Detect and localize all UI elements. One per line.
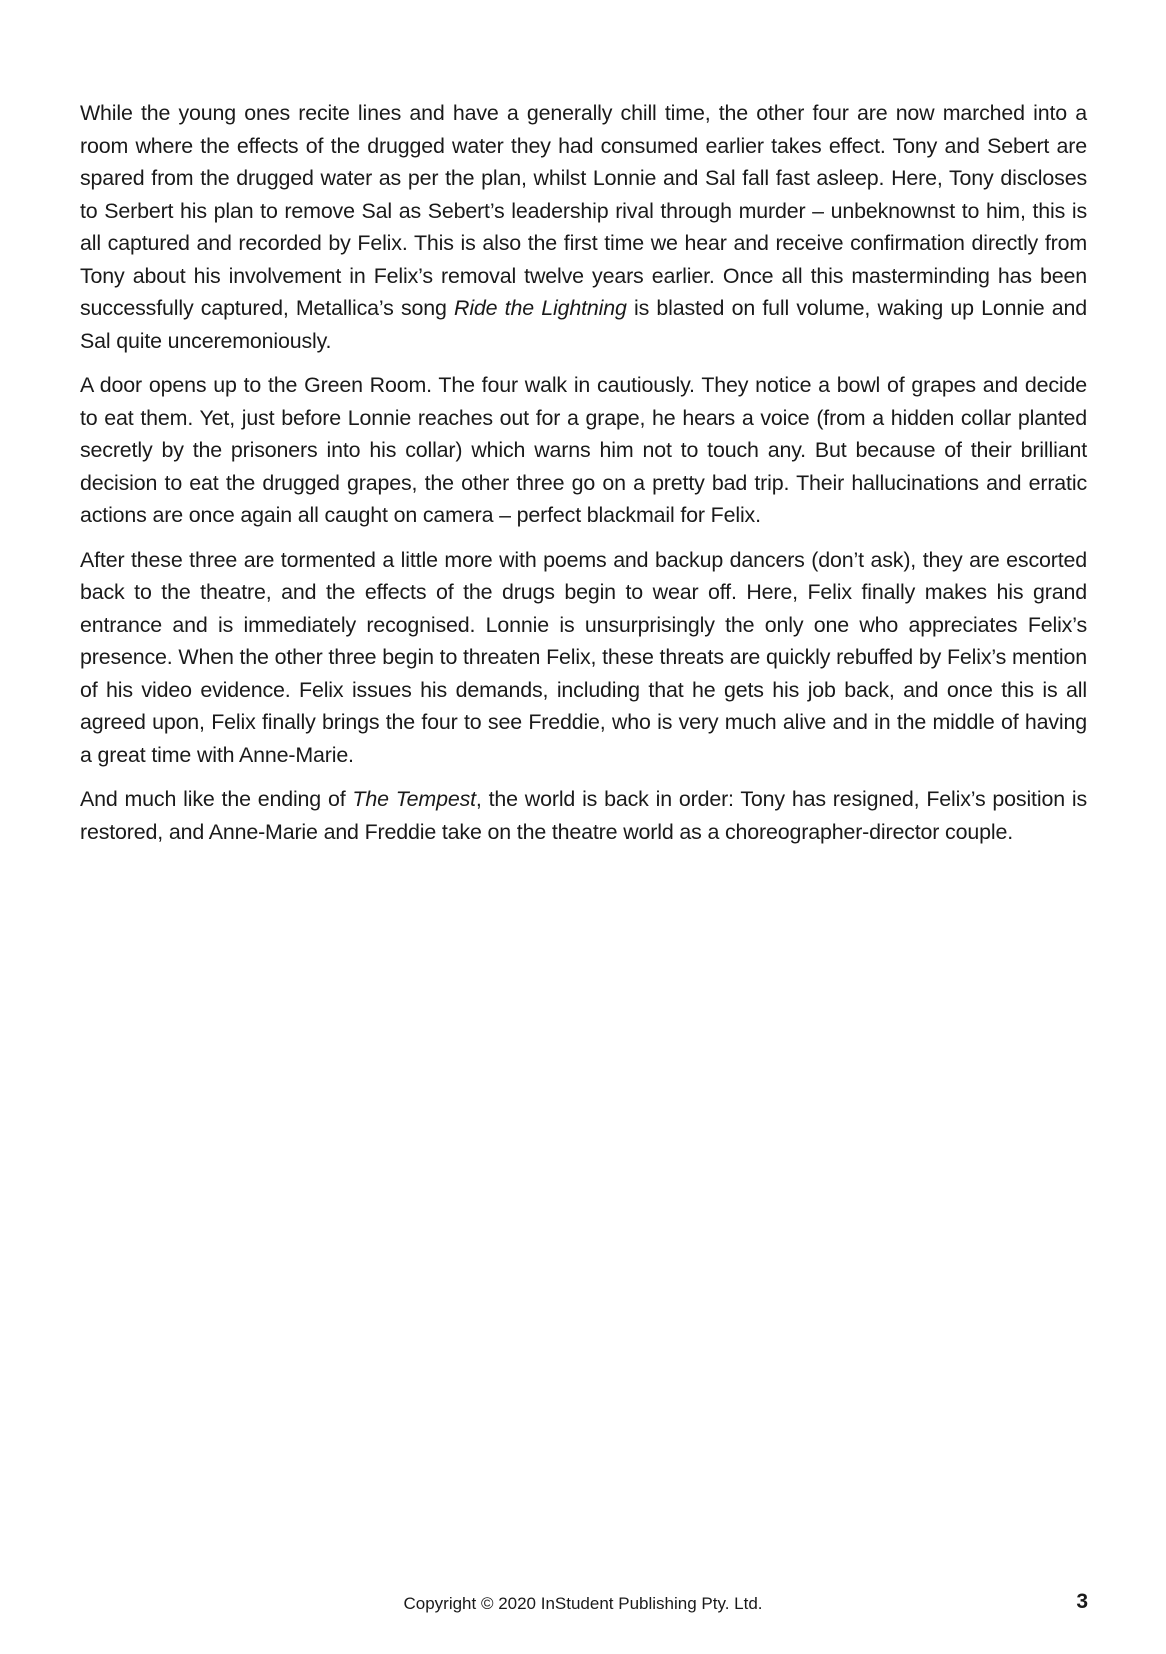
play-title: The Tempest [352,787,476,811]
paragraph [80,97,1087,357]
paragraph-text: , the world is back in order: Tony has resigned, Felix’s position is restored, and Anne-Marie and Freddie take on the theatre world as a choreographer-director couple. [80,787,1087,844]
page-body [80,97,1087,860]
song-title: Ride the Lightning [454,296,627,320]
page-number: 3 [1076,1590,1088,1613]
paragraph [80,783,1087,848]
footer-copyright: Copyright © 2020 InStudent Publishing Pty. Ltd. [403,1594,763,1613]
paragraph [80,544,1087,772]
paragraph-text: A door opens up to the Green Room. The four walk in cautiously. They notice a bowl of grapes and decide to eat them. Yet, just before Lonnie reaches out for a grape, he hears a voice (from a hidden collar planted secretly by the prisoners into his collar) which warns him not to touch any. But because of their brilliant decision to eat the drugged grapes, the other three go on a pretty bad trip. Their hallucinations and erratic actions are once again all caught on camera – perfect blackmail for Felix. [80,373,1087,527]
paragraph [80,369,1087,532]
paragraph-text: While the young ones recite lines and have a generally chill time, the other four are now marched into a room where the effects of the drugged water they had consumed earlier takes effect. Tony and Sebert are spared from the drugged water as per the plan, whilst Lonnie and Sal fall fast asleep. Here, Tony discloses to Serbert his plan to remove Sal as Sebert’s leadership rival through murder – unbeknownst to him, this is all captured and recorded by Felix. This is also the first time we hear and receive confirmation directly from Tony about his involvement in Felix’s removal twelve years earlier. Once all this masterminding has been successfully captured, Metallica’s song [80,101,1087,320]
paragraph-text: After these three are tormented a little more with poems and backup dancers (don’t ask), they are escorted back to the theatre, and the effects of the drugs begin to wear off. Here, Felix finally makes his grand entrance and is immediately recognised. Lonnie is unsurprisingly the only one who appreciates Felix’s presence. When the other three begin to threaten Felix, these threats are quickly rebuffed by Felix’s mention of his video evidence. Felix issues his demands, including that he gets his job back, and once this is all agreed upon, Felix finally brings the four to see Freddie, who is very much alive and in the middle of having a great time with Anne-Marie. [80,547,1087,767]
paragraph-text: is blasted on full volume, waking up Lonnie and Sal quite unceremoniously. [80,296,1087,353]
paragraph-text: And much like the ending of [80,787,353,811]
